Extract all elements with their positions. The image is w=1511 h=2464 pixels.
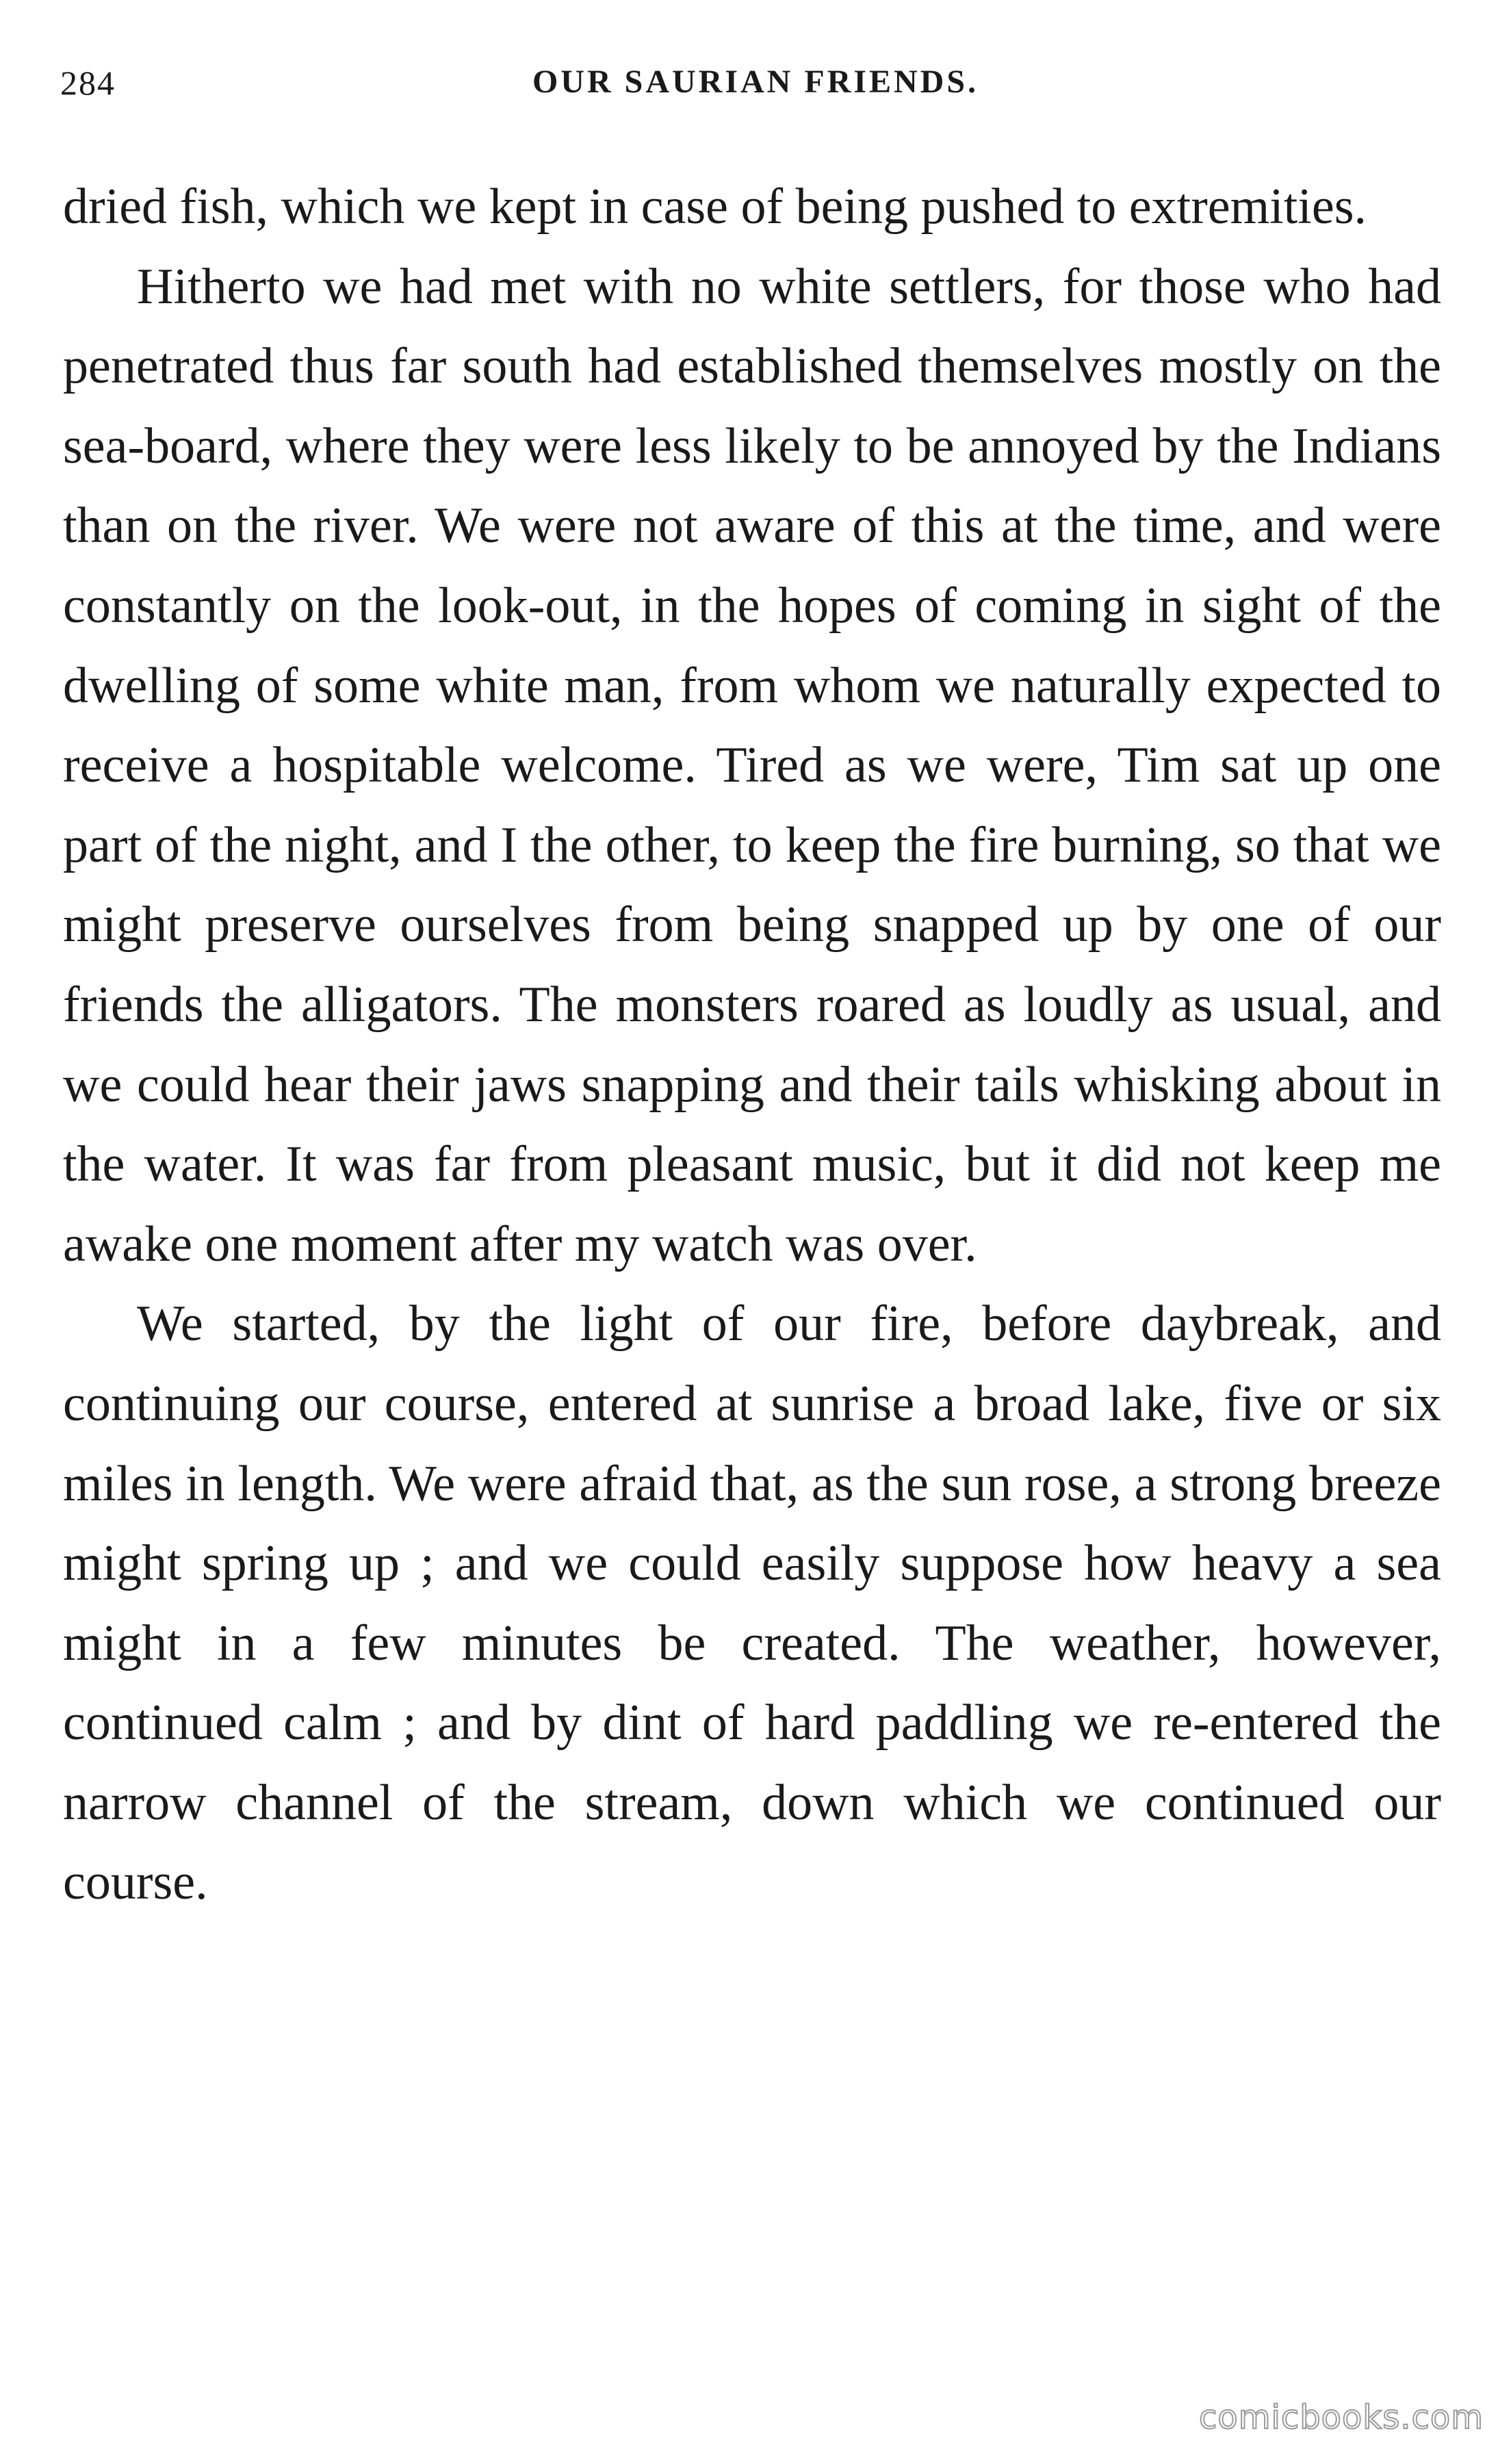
body-text bbox=[63, 167, 1441, 1923]
watermark: comicbooks.com bbox=[1198, 2398, 1484, 2437]
page-number: 284 bbox=[60, 64, 116, 102]
running-head: OUR SAURIAN FRIENDS. bbox=[532, 64, 979, 100]
paragraph: We started, by the light of our fire, before daybreak, and continuing our course, entered at sunrise a broad lake, five or six miles in length. We were afraid that, as the sun rose, a strong breeze might spring up ; and we could easily suppose how heavy a sea might in a few minutes be created. The weather, however, continued calm ; and by dint of hard paddling we re-entered the narrow channel of the stream, down which we continued our course. bbox=[63, 1296, 1441, 1911]
page-header bbox=[60, 63, 1451, 111]
paragraph-continued: dried fish, which we kept in case of being pushed to extremities. bbox=[63, 179, 1367, 235]
paragraph: Hitherto we had met with no white settlers, for those who had penetrated thus far south had established themselves mostly on the sea-board, where they were less likely to be annoyed by the Indians than on the river. We were not aware of this at the time, and were constantly on the look-out, in the hopes of coming in sight of the dwelling of some white man, from whom we naturally expected to receive a hospitable welcome. Tired as we were, Tim sat up one part of the night, and I the other, to keep the fire burning, so that we might preserve ourselves from being snapped up by one of our friends the alligators. The monsters roared as loudly as usual, and we could hear their jaws snapping and their tails whisking about in the water. It was far from pleasant music, but it did not keep me awake one moment after my watch was over. bbox=[63, 258, 1441, 1272]
